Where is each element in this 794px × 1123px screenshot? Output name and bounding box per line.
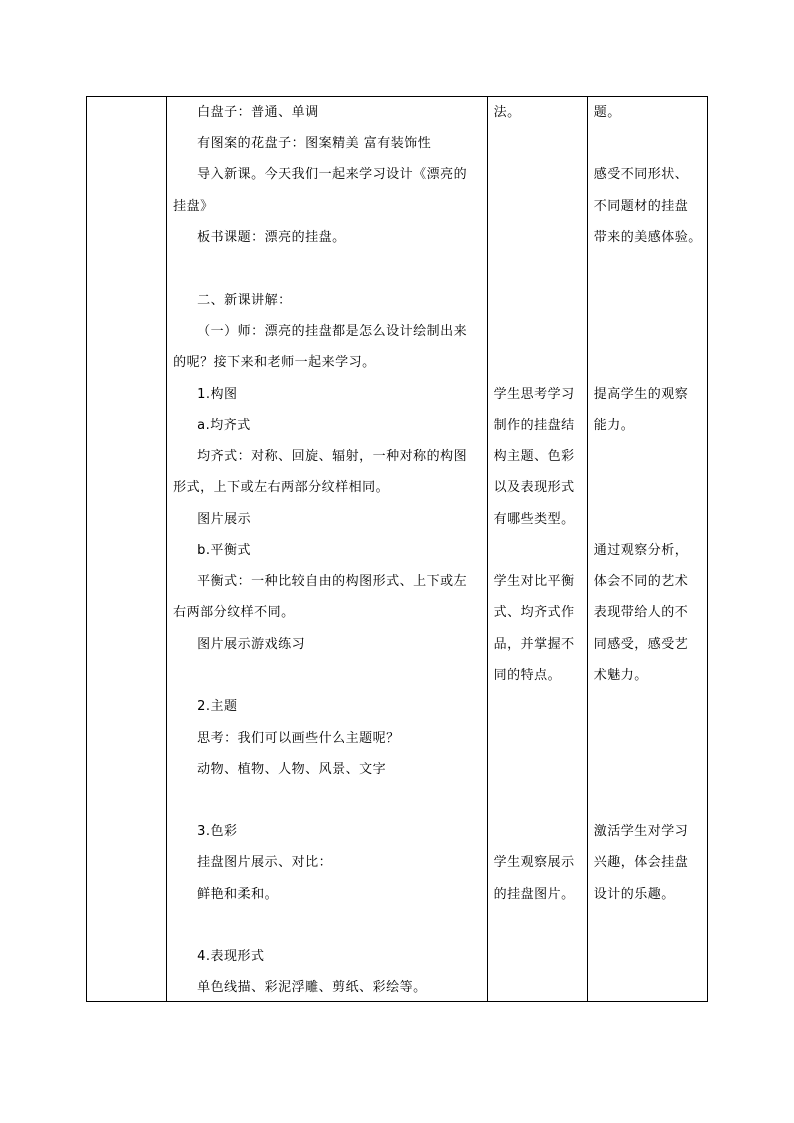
text-line: 表现带给人的不 [593,605,689,620]
text-line: 形式，上下或左右两部分纹样相同。 [173,480,390,495]
text-line: 平衡式：一种比较自由的构图形式、上下或左 [197,574,468,589]
design-intent-cell [587,97,707,1002]
text-line: 式、均齐式作 [493,605,575,620]
lesson-plan-table [86,96,708,1002]
text-line: 构主题、色彩 [493,449,575,464]
text-line: 同的特点。 [493,668,562,683]
student-activity-cell [487,97,587,1002]
text-line: b.平衡式 [197,543,252,558]
text-line: 白盘子：普通、单调 [197,105,319,120]
subheading: 4.表现形式 [197,949,265,964]
text-line: 能力。 [593,418,635,433]
text-line: 导入新课。今天我们一起来学习设计《漂亮的 [197,167,468,182]
text-line: 图片展示 [197,512,252,527]
section-heading: 二、新课讲解： [197,293,292,308]
table-row [87,97,708,1002]
text-line: 不同题材的挂盘 [593,199,689,214]
text-line: 制作的挂盘结 [493,418,575,433]
text-line: 设计的乐趣。 [593,887,675,902]
text-line: 品，并掌握不 [493,637,575,652]
text-line: 以及表现形式 [493,480,575,495]
text-line: 的呢？接下来和老师一起来学习。 [173,355,376,370]
text-line: 挂盘》 [173,199,214,214]
text-line: 学生思考学习 [493,387,575,402]
text-line: 右两部分纹样不同。 [173,605,295,620]
text-line: 有图案的花盘子：图案精美 富有装饰性 [197,136,432,151]
stage-cell [87,97,167,1002]
text-line: 体会不同的艺术 [593,574,689,589]
subheading: 1.构图 [197,387,238,402]
text-line: a.均齐式 [197,418,251,433]
text-line: 通过观察分析， [593,543,689,558]
text-line: 单色线描、彩泥浮雕、剪纸、彩绘等。 [197,980,427,995]
text-line: 有哪些类型。 [493,512,575,527]
text-line: 带来的美感体验。 [593,230,702,245]
text-line: 提高学生的观察 [593,387,689,402]
text-line: 学生观察展示 [493,855,575,870]
text-line: 兴趣，体会挂盘 [593,855,689,870]
subheading: 2.主题 [197,699,238,714]
text-line: 学生对比平衡 [493,574,575,589]
text-line: 鲜艳和柔和。 [197,887,279,902]
text-line: 挂盘图片展示、对比： [197,855,333,870]
text-line: 板书课题：漂亮的挂盘。 [197,230,346,245]
text-line: 的挂盘图片。 [493,887,575,902]
text-line: 图片展示游戏练习 [197,637,306,652]
text-line: 激活学生对学习 [593,824,689,839]
text-line: 题。 [593,105,621,120]
text-line: 术魅力。 [593,668,648,683]
subheading: 3.色彩 [197,824,238,839]
text-line: 动物、植物、人物、风景、文字 [197,762,387,777]
teacher-activity-cell [167,97,488,1002]
text-line: 思考：我们可以画些什么主题呢？ [197,731,400,746]
text-line: 感受不同形状、 [593,167,689,182]
text-line: （一）师：漂亮的挂盘都是怎么设计绘制出来 [197,324,468,339]
text-line: 均齐式：对称、回旋、辐射，一种对称的构图 [197,449,468,464]
text-line: 同感受，感受艺 [593,637,689,652]
text-line: 法。 [493,105,521,120]
